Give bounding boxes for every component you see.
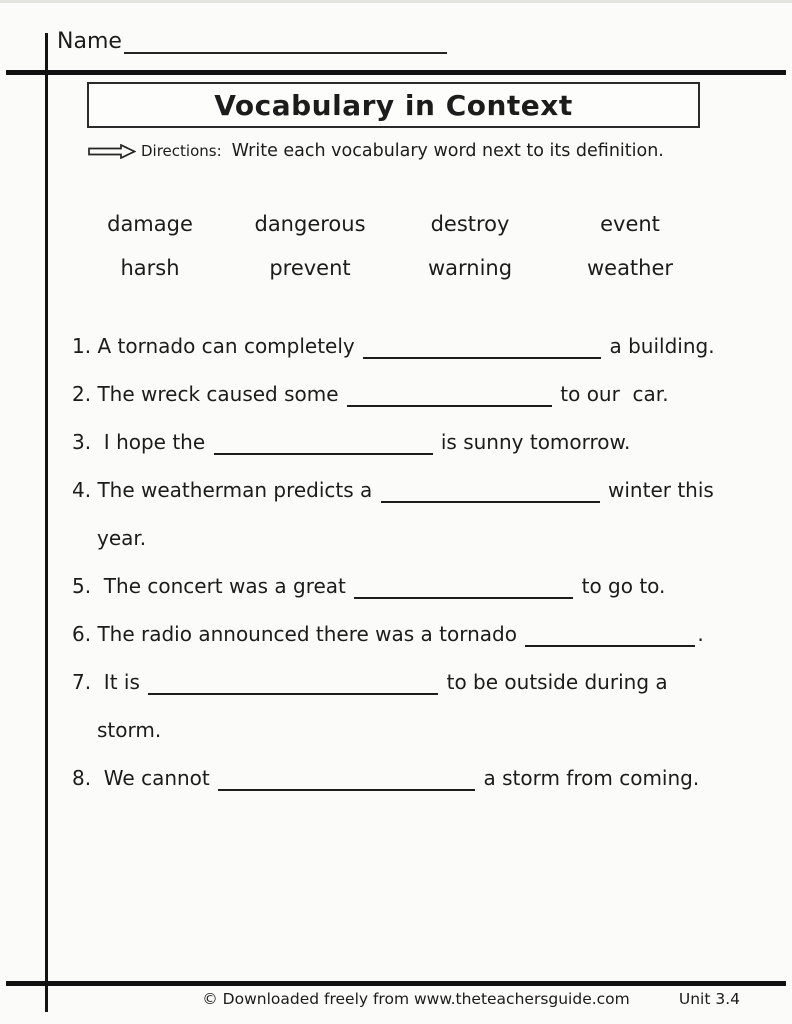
sentence-number: 3.	[72, 430, 92, 454]
sentence-text-after: .	[697, 622, 704, 646]
name-blank-line	[124, 28, 447, 54]
header-rule	[6, 70, 786, 75]
sentence-text-before: It is	[91, 670, 147, 694]
word-bank-item: weather	[586, 256, 674, 280]
sentence-number: 6.	[72, 622, 92, 646]
word-bank-item: dangerous	[254, 212, 366, 236]
word-bank-item: event	[600, 212, 660, 236]
fill-in-blank	[381, 481, 600, 503]
sentence-4	[72, 475, 792, 505]
sentence-6	[72, 619, 792, 649]
sentence-number: 1.	[72, 334, 92, 358]
sentence-text-after: to go to.	[575, 574, 666, 598]
directions-label: Directions:	[141, 142, 222, 160]
sentence-1	[72, 331, 792, 361]
sentence-number: 7.	[72, 670, 92, 694]
sentence-number: 5.	[72, 574, 92, 598]
sentence-list	[72, 331, 792, 793]
sentence-text-before: A tornado can completely	[91, 334, 362, 358]
footer-rule	[6, 981, 786, 986]
copyright-text: © Downloaded freely from www.theteachersguide.com	[202, 990, 630, 1008]
fill-in-blank	[214, 433, 433, 455]
sentence-7	[72, 667, 792, 697]
page-title: Vocabulary in Context	[214, 88, 573, 122]
fill-in-blank	[148, 673, 438, 695]
sentence-5	[72, 571, 792, 601]
sentence-4-wrap: year.	[97, 526, 147, 550]
scan-edge	[0, 0, 792, 3]
name-label: Name	[57, 29, 122, 54]
sentence-text-before: The weatherman predicts a	[91, 478, 379, 502]
sentence-text-after: winter this	[601, 478, 714, 502]
sentence-text-before: The wreck caused some	[91, 382, 345, 406]
sentence-8	[72, 763, 792, 793]
title-box	[87, 82, 700, 128]
worksheet-body	[0, 82, 792, 811]
footer	[46, 990, 786, 1016]
fill-in-blank	[525, 625, 695, 647]
unit-label: Unit 3.4	[678, 990, 740, 1008]
sentence-text-before: I hope the	[91, 430, 212, 454]
sentence-text-before: The radio announced there was a tornado	[91, 622, 524, 646]
sentence-text-after: a building.	[603, 334, 715, 358]
word-bank-item: damage	[107, 212, 193, 236]
sentence-2	[72, 379, 792, 409]
sentence-number: 4.	[72, 478, 92, 502]
sentence-text-before: The concert was a great	[91, 574, 353, 598]
directions-row	[88, 141, 792, 161]
fill-in-blank	[218, 769, 475, 791]
fill-in-blank	[363, 337, 601, 359]
sentence-text-before: We cannot	[91, 766, 217, 790]
word-bank-item: warning	[427, 256, 513, 280]
directions-text: Write each vocabulary word next to its definition.	[231, 141, 664, 161]
sentence-number: 2.	[72, 382, 92, 406]
sentence-3	[72, 427, 792, 457]
fill-in-blank	[347, 385, 552, 407]
arrow-right-icon	[88, 144, 136, 159]
sentence-text-after: is sunny tomorrow.	[434, 430, 631, 454]
sentence-text-after: to be outside during a	[440, 670, 668, 694]
sentence-text-after: to our car.	[553, 382, 669, 406]
word-bank-item: harsh	[120, 256, 180, 280]
word-bank	[70, 211, 792, 281]
word-bank-item: prevent	[269, 256, 351, 280]
sentence-7-wrap: storm.	[97, 718, 162, 742]
sentence-text-after: a storm from coming.	[477, 766, 700, 790]
fill-in-blank	[354, 577, 573, 599]
word-bank-item: destroy	[430, 212, 510, 236]
name-row	[57, 28, 447, 54]
sentence-number: 8.	[72, 766, 92, 790]
